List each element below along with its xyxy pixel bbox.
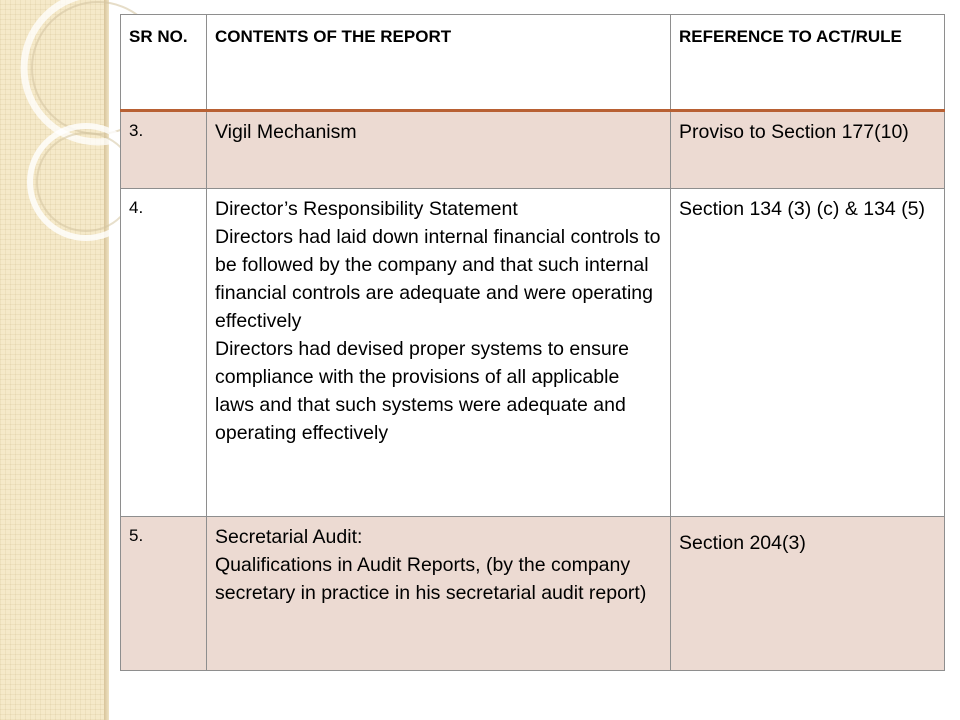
table-row — [121, 111, 945, 189]
contents-line: Directors had devised proper systems to ensure compliance with the provisions of all applicable laws and that such systems were adequate and operating effectively — [215, 338, 630, 444]
header-sr-no: SR NO. — [121, 15, 207, 111]
row-reference: Proviso to Section 177(10) — [671, 111, 945, 189]
contents-line: Qualifications in Audit Reports, (by the company secretary in practice in his secretarial audit report) — [215, 554, 647, 604]
header-reference: REFERENCE TO ACT/RULE — [671, 15, 945, 111]
report-contents-table — [120, 14, 945, 671]
row-contents — [207, 517, 671, 671]
contents-line: Directors had laid down internal financial controls to be followed by the company and that such internal financial controls are adequate and were operating effectively — [215, 226, 661, 332]
row-sr: 5. — [121, 517, 207, 671]
table-header-row — [121, 15, 945, 111]
contents-line: Director’s Responsibility Statement — [215, 198, 518, 220]
table-row — [121, 517, 945, 671]
table-row — [121, 189, 945, 517]
row-contents — [207, 189, 671, 517]
row-sr: 4. — [121, 189, 207, 517]
row-sr: 3. — [121, 111, 207, 189]
header-contents: CONTENTS OF THE REPORT — [207, 15, 671, 111]
contents-line: Secretarial Audit: — [215, 526, 363, 548]
row-contents — [207, 111, 671, 189]
row-reference: Section 134 (3) (c) & 134 (5) — [671, 189, 945, 517]
row-reference: Section 204(3) — [671, 517, 945, 671]
contents-line: Vigil Mechanism — [215, 121, 357, 143]
